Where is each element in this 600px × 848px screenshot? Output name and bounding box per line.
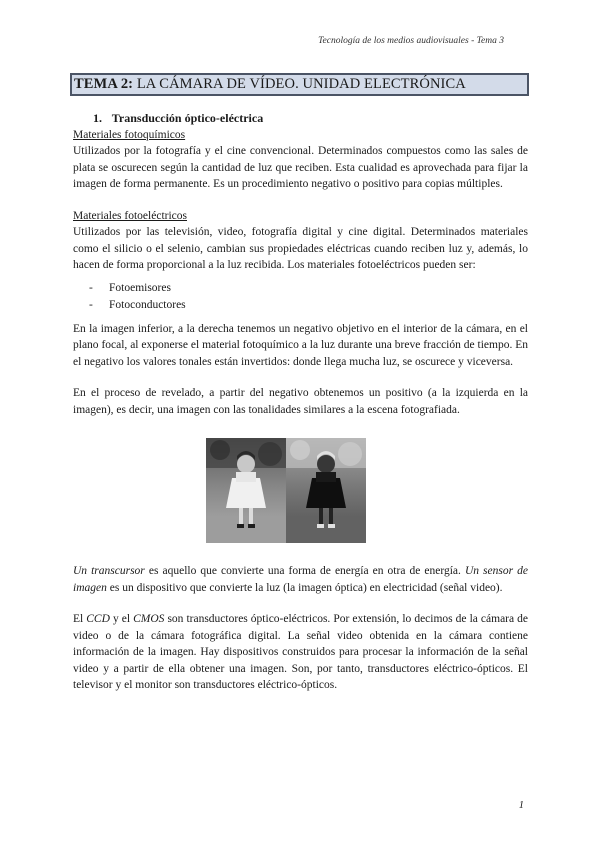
- chapter-title: [70, 73, 529, 96]
- paragraph-fotoelectricos: Utilizados por las televisión, video, fotografía digital y cine digital. Determinados materiales como el silicio o el selenio, cambian sus propiedades eléctricas cuando reciben luz y, además, lo hacen de forma proporcional a la luz recibida. Los materiales fotoeléctricos pueden ser:: [73, 226, 528, 271]
- term-transcursor: Un transcursor: [73, 565, 145, 577]
- paragraph-definitions: [73, 563, 528, 596]
- page-number: 1: [518, 800, 524, 811]
- section-heading-text: Transducción óptico-eléctrica: [111, 111, 264, 125]
- definition-transcursor: es aquello que convierte una forma de energía en otra de energía.: [144, 565, 465, 577]
- text-fragment: El: [73, 613, 87, 625]
- running-header: Tecnología de los medios audiovisuales - Tema 3: [318, 36, 504, 46]
- positive-photo: [206, 438, 286, 543]
- paragraph-fotoquimicos: Utilizados por la fotografía y el cine convencional. Determinados compuestos como las sales de plata se oscurecen según la cantidad de luz que reciben. Esta cualidad es aprovechada para fijar la imagen de forma permanente. Es un procedimiento negativo o positivo para copias múltiples.: [73, 145, 528, 190]
- definition-sensor: es un dispositivo que convierte la luz (la imagen óptica) en electricidad (señal video).: [106, 581, 503, 594]
- term-sensor: Un sensor de imagen: [73, 565, 528, 594]
- subheading-fotoelectricos: Materiales fotoeléctricos: [73, 209, 187, 222]
- materials-list: [73, 280, 528, 315]
- section-number: 1.: [93, 111, 102, 125]
- section-heading: [93, 110, 528, 127]
- paragraph-transducers: [73, 611, 528, 694]
- text-fragment: y el: [109, 613, 134, 625]
- document-body: [73, 110, 528, 694]
- negative-photo: [286, 438, 366, 543]
- term-ccd: CCD: [86, 613, 110, 625]
- term-cmos: CMOS: [133, 613, 165, 625]
- photo-positive-negative: [206, 438, 366, 543]
- subheading-fotoquimicos: Materiales fotoquímicos: [73, 128, 186, 141]
- chapter-title-text: LA CÁMARA DE VÍDEO. UNIDAD ELECTRÓNICA: [136, 76, 466, 92]
- list-item: - Fotoconductores: [73, 297, 528, 315]
- paragraph-positive: En el proceso de revelado, a partir del negativo obtenemos un positivo (a la izquierda en la imagen), es decir, una imagen con las tonalidades similares a la escena fotografiada.: [73, 387, 528, 416]
- chapter-title-label: TEMA 2:: [74, 76, 134, 92]
- paragraph-negative: En la imagen inferior, a la derecha tenemos un negativo objetivo en el interior de la cámara, en el plano focal, al exponerse el material fotoquímico a la luz durante una breve fracción de tiempo. En el negativo los valores tonales están invertidos: donde llega mucha luz, se oscurece y viceversa.: [73, 322, 528, 368]
- list-item: - Fotoemisores: [73, 280, 528, 298]
- text-fragment: son transductores óptico-eléctricos. Por extensión, lo decimos de la cámara de video o de la cámara fotográfica digital. La señal video obtenida en la cámara contiene información de la imagen. Hay dispositivos construidos para procesar la información de la señal video y a partir de ella obtener una imagen. Son, por tanto, transductores eléctrico-ópticos. El televisor y el monitor son transductores eléctrico-ópticos.: [73, 613, 528, 691]
